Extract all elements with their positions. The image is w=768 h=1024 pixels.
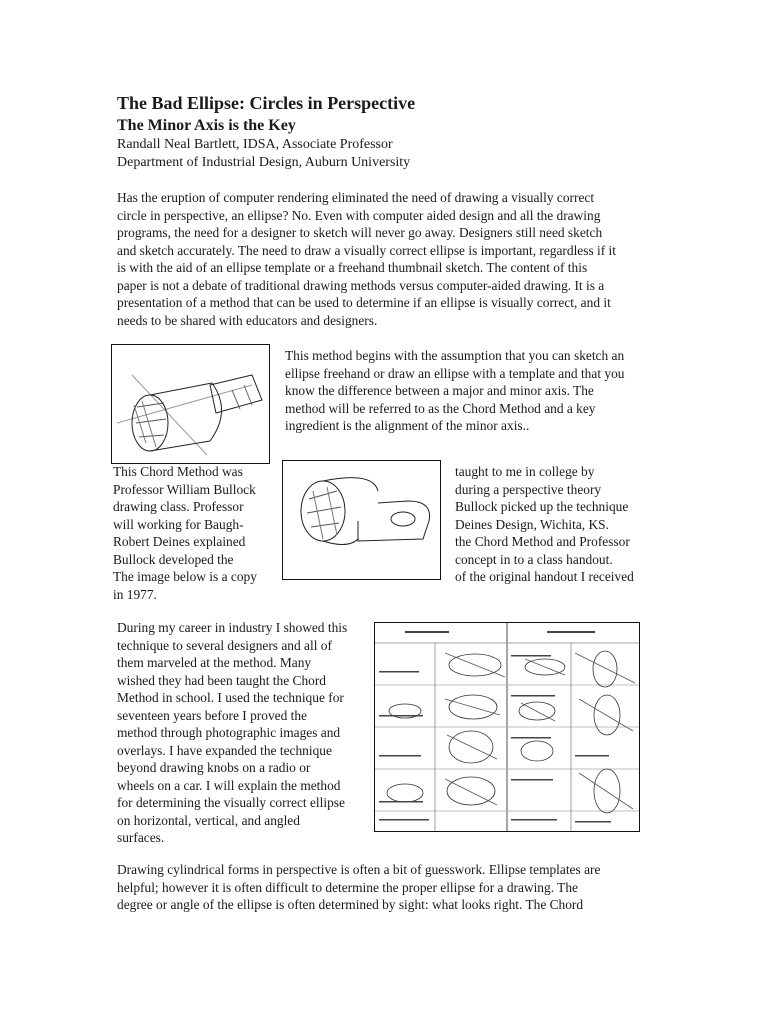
right-column-text (455, 463, 634, 586)
text-line: surfaces. (117, 830, 165, 845)
text-line: wheels on a car. I will explain the method (117, 777, 341, 793)
text-line: degree or angle of the ellipse is often determined by sight: what looks right. The Chord (117, 897, 584, 912)
career-paragraph (117, 619, 347, 847)
text-line: Has the eruption of computer rendering eliminated the need of drawing a visually correct (117, 190, 595, 205)
author-line: Randall Neal Bartlett, IDSA, Associate Professor (117, 137, 393, 152)
text-line: helpful; however it is often difficult to determine the proper ellipse for a drawing. The (117, 879, 578, 895)
text-line: needs to be shared with educators and designers. (117, 312, 378, 328)
cylinder-with-tab-sketch-icon (283, 461, 440, 579)
text-line: Bullock developed the (113, 551, 234, 567)
text-line: taught to me in college by (455, 464, 595, 479)
page-title: The Bad Ellipse: Circles in Perspective (117, 93, 416, 113)
text-line: drawing class. Professor (113, 499, 244, 514)
text-line: beyond drawing knobs on a radio or (117, 760, 311, 775)
text-line: This method begins with the assumption that you can sketch an (285, 348, 625, 363)
intro-paragraph (117, 189, 616, 329)
tab-sketch-figure (282, 460, 441, 580)
text-line: is with the aid of an ellipse template or a freehand thumbnail sketch. The content of this (117, 260, 588, 275)
chord-method-handout-icon (375, 623, 639, 831)
text-line: and sketch accurately. The need to draw a visually correct ellipse is important, regardless if it (117, 242, 616, 258)
text-line: During my career in industry I showed this (117, 620, 348, 635)
closing-paragraph (117, 861, 600, 914)
text-line: technique to several designers and all of (117, 637, 332, 653)
text-line: Professor William Bullock (113, 481, 256, 497)
text-line: them marveled at the method. Many (117, 655, 312, 670)
text-line: The image below is a copy (113, 569, 257, 584)
text-line: during a perspective theory (455, 481, 602, 497)
cylinder-with-arm-sketch-icon (112, 345, 269, 463)
text-line: presentation of a method that can be used to determine if an ellipse is visually correct, and it (117, 295, 611, 310)
text-line: of the original handout I received (455, 569, 634, 584)
text-line: Deines Design, Wichita, KS. (455, 516, 609, 532)
handout-figure (374, 622, 640, 832)
left-column-text (113, 463, 257, 603)
method-paragraph (285, 347, 624, 435)
text-line: will working for Baugh- (113, 516, 244, 532)
text-line: ellipse freehand or draw an ellipse with a template and that you (285, 365, 625, 381)
text-line: seventeen years before I proved the (117, 707, 307, 723)
text-line: programs, the need for a designer to sketch will never go away. Designers still need sketch (117, 225, 603, 240)
page-subtitle: The Minor Axis is the Key (117, 117, 296, 134)
department-line: Department of Industrial Design, Auburn University (117, 155, 411, 170)
cylinder-sketch-figure (111, 344, 270, 464)
text-line: Drawing cylindrical forms in perspective is often a bit of guesswork. Ellipse templates are (117, 862, 601, 877)
text-line: paper is not a debate of traditional drawing methods versus computer-aided drawing. It is a (117, 277, 605, 293)
text-line: circle in perspective, an ellipse? No. Even with computer aided design and all the drawing (117, 207, 601, 223)
text-line: for determining the visually correct ellipse (117, 795, 345, 810)
text-line: This Chord Method was (113, 464, 243, 479)
text-line: method through photographic images and (117, 725, 341, 740)
text-line: wished they had been taught the Chord (117, 672, 326, 688)
text-line: Method in school. I used the technique for (117, 690, 344, 705)
text-line: Bullock picked up the technique (455, 499, 629, 514)
text-line: know the difference between a major and minor axis. The (285, 383, 594, 398)
text-line: overlays. I have expanded the technique (117, 742, 332, 758)
text-line: on horizontal, vertical, and angled (117, 812, 300, 828)
text-line: the Chord Method and Professor (455, 534, 630, 549)
text-line: in 1977. (113, 586, 157, 602)
text-line: ingredient is the alignment of the minor axis.. (285, 418, 530, 433)
text-line: Robert Deines explained (113, 534, 246, 549)
text-line: concept in to a class handout. (455, 551, 613, 567)
text-line: method will be referred to as the Chord Method and a key (285, 400, 596, 416)
